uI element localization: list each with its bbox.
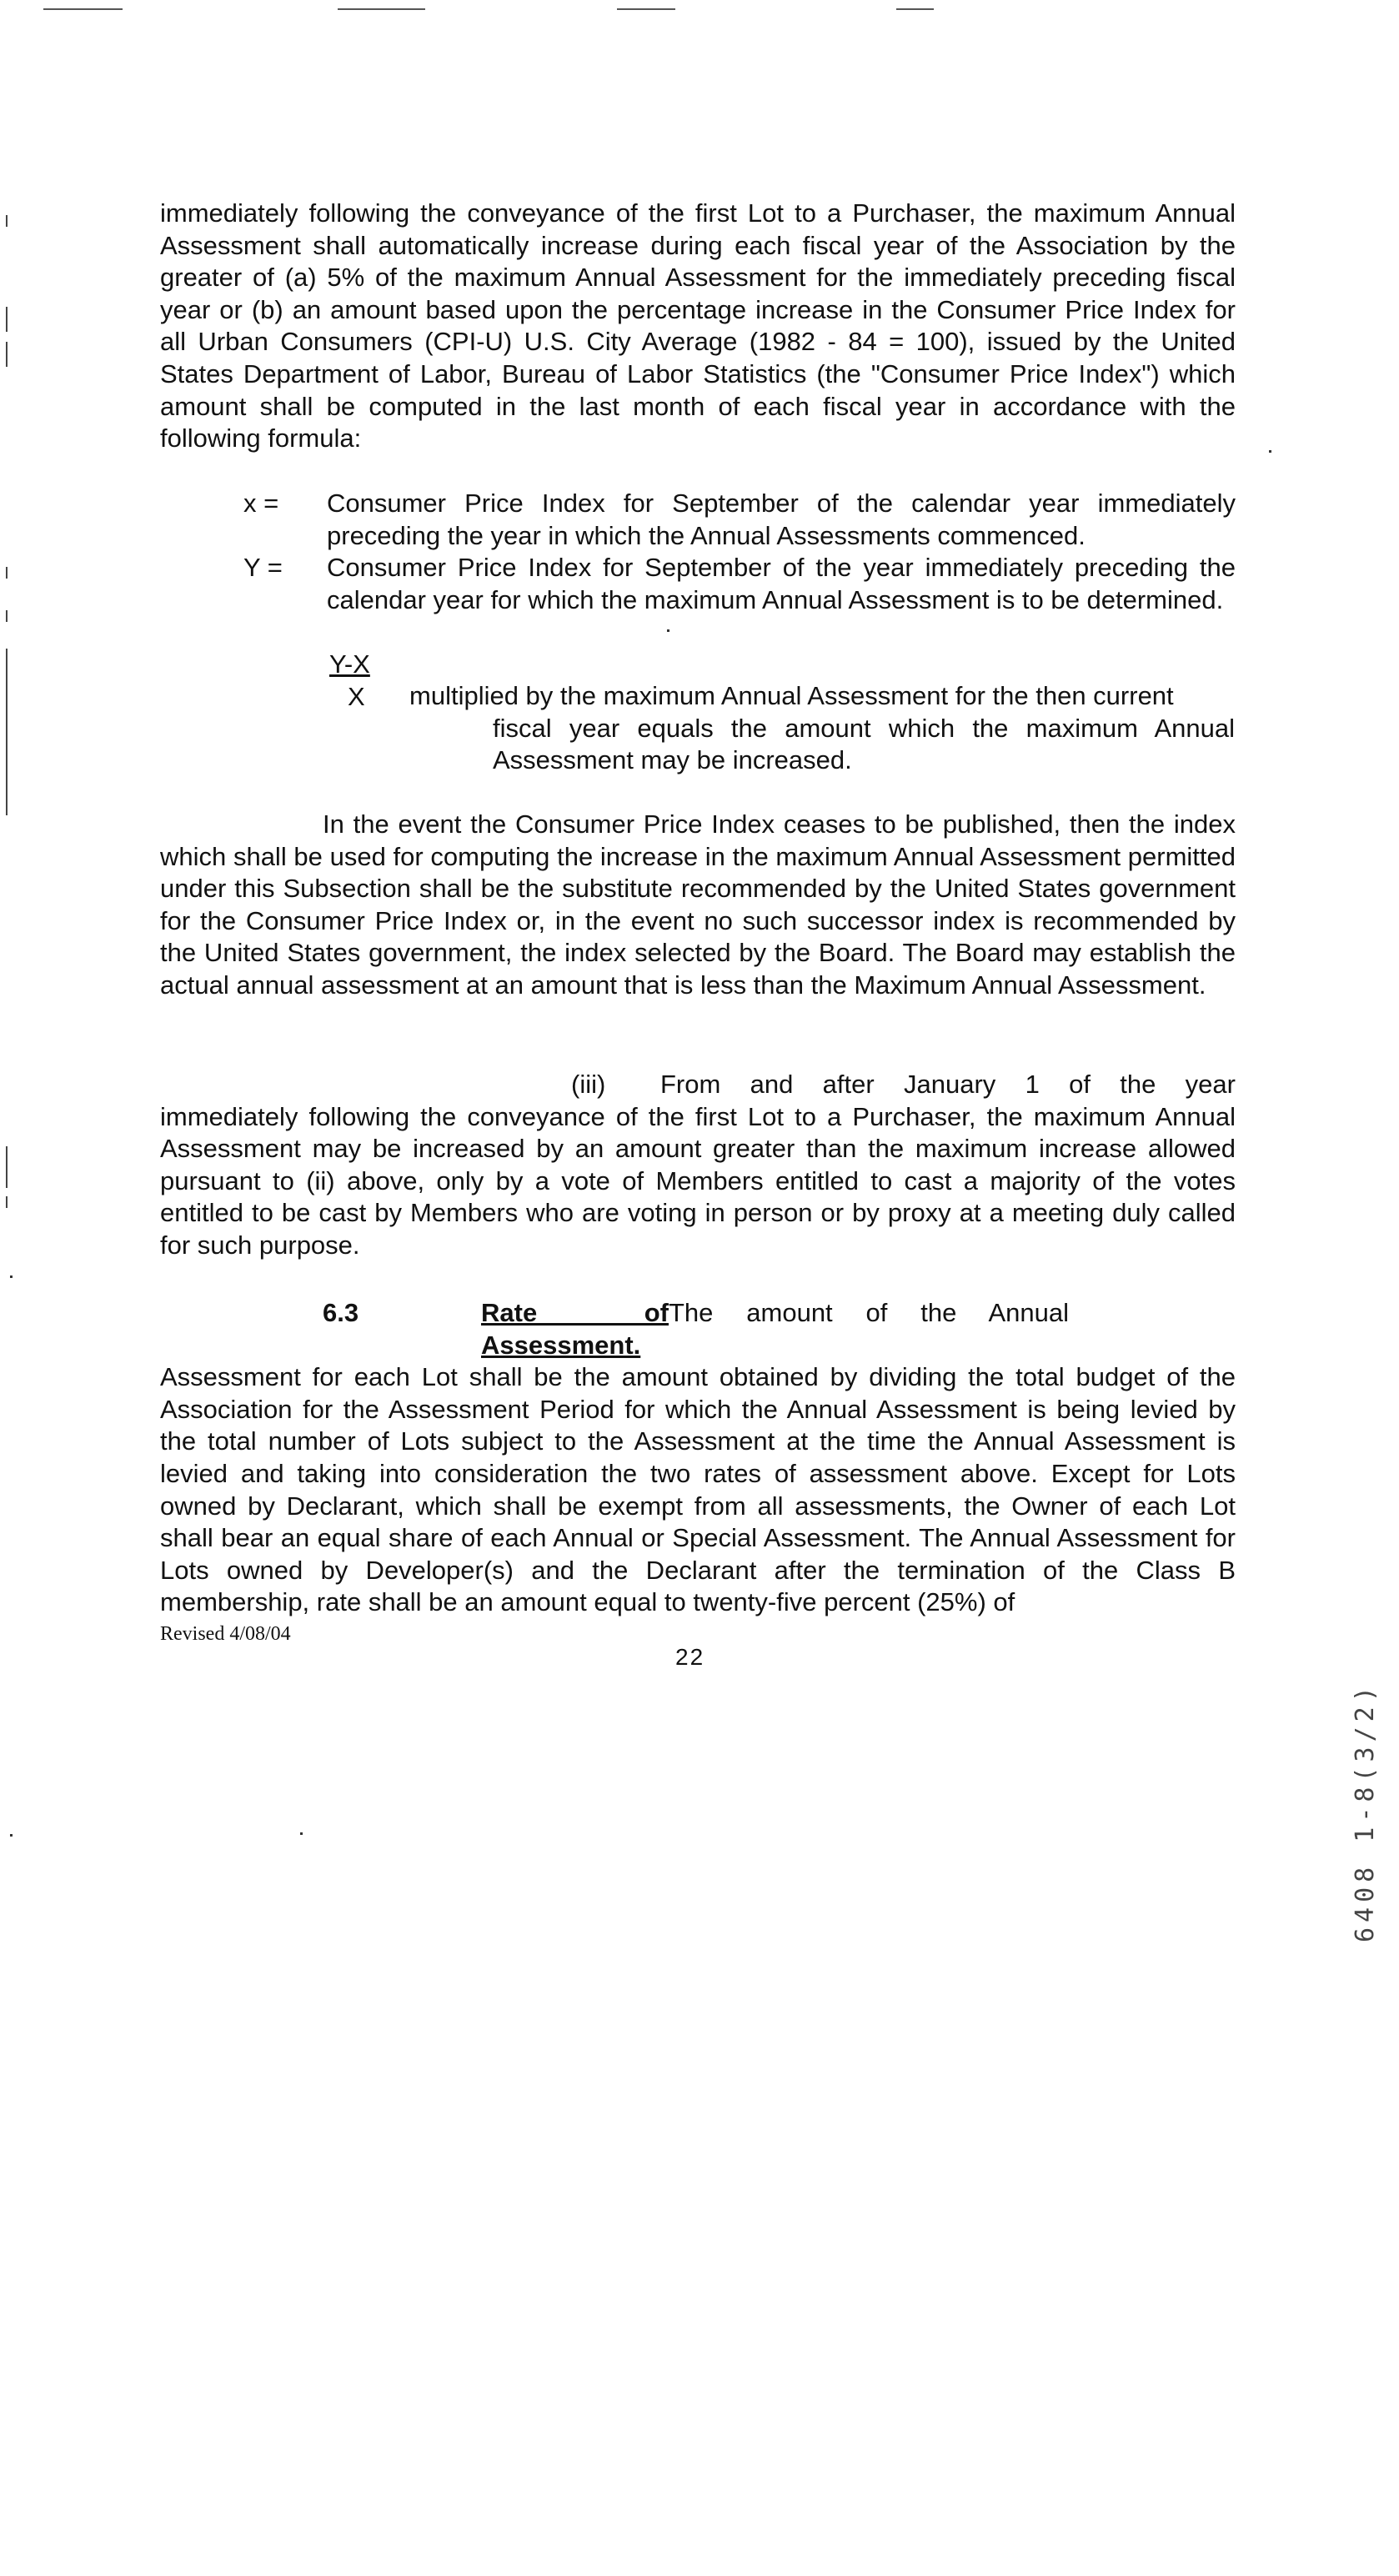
scan-edge-mark <box>6 567 8 579</box>
scan-speck <box>667 629 669 632</box>
paragraph-iii <box>160 1069 1236 1262</box>
scan-edge-mark <box>6 649 8 815</box>
scan-edge-mark <box>6 1196 8 1208</box>
scan-edge-mark <box>6 307 8 332</box>
section-number: 6.3 <box>323 1298 359 1327</box>
formula-fraction <box>329 649 370 711</box>
subsection-marker: (iii) <box>571 1070 606 1099</box>
section-first-line: The amount of the Annual <box>669 1298 1069 1327</box>
section-body: Assessment for each Lot shall be the amount obtained by dividing the total budget of the Association for the Assessment Period for which the Annual Assessment is being levied by the total number of Lots subject to the Assessment at the time the Annual Assessment is levied and taking into consideration the two rates of assessment above. Except for Lots owned by Declarant, which shall be exempt from all assessments, the Owner of each Lot shall bear an equal share of each Annual or Special Assessment. The Annual Assessment for Lots owned by Developer(s) and the Declarant after the termination of the Class B membership, rate shall be an amount equal to twenty-five percent (25%) of <box>160 1362 1236 1617</box>
formula-x-text: Consumer Price Index for September of the calendar year immediately preceding the year in which the Annual Assessments commenced. <box>327 489 1236 550</box>
paragraph-cpi-substitute: In the event the Consumer Price Index ceases to be published, then the index which shall be used for computing the increase in the maximum Annual Assessment permitted under this Subsection shall be the substitute recommended by the United States government for the Consumer Price Index or, in the event no such successor index is recommended by the United States government, the index selected by the Board. The Board may establish the actual annual assessment at an amount that is less than the Maximum Annual Assessment. <box>160 809 1236 1000</box>
scan-rule <box>617 8 675 10</box>
scan-rule <box>43 8 123 10</box>
recording-stamp-text: 6408 1-8(3/2) <box>1351 1681 1380 1942</box>
scan-edge-mark <box>6 342 8 367</box>
scan-edge-mark <box>6 610 8 622</box>
scan-edge-mark <box>6 215 8 227</box>
formula-multiplier-text <box>409 680 1235 777</box>
section-6-3 <box>160 1297 1236 1619</box>
scan-speck <box>300 1832 303 1835</box>
formula-y-label: Y = <box>243 553 283 582</box>
multiplier-first-line: multiplied by the maximum Annual Assessment for the then current <box>409 681 1174 710</box>
formula-y-text: Consumer Price Index for September of the year immediately preceding the calendar year for which the maximum Annual Assessment is to be determined. <box>327 553 1236 614</box>
paragraph-formula-intro: immediately following the conveyance of the first Lot to a Purchaser, the maximum Annual Assessment shall automatically increase during each fiscal year of the Association by the greater of (a) 5% of the maximum Annual Assessment for the immediately preceding fiscal year or (b) an amount based upon the percentage increase in the Consumer Price Index for all Urban Consumers (CPI-U) U.S. City Average (1982 - 84 = 100), issued by the United States Department of Labor, Bureau of Labor Statistics (the "Consumer Price Index") which amount shall be computed in the last month of each fiscal year in accordance with the following formula: <box>160 198 1236 454</box>
scan-speck <box>1269 450 1271 453</box>
page-number: 22 <box>675 1644 705 1670</box>
scan-speck <box>10 1834 13 1837</box>
recording-stamp <box>1351 1681 1384 2576</box>
subsection-body: immediately following the conveyance of the first Lot to a Purchaser, the maximum Annual Assessment may be increased by an amount greater than the maximum increase allowed pursuant to (ii) above, only by a vote of Members entitled to cast a majority of the votes entitled to be cast by Members who are voting in person or by proxy at a meeting duly called for such purpose. <box>160 1101 1236 1260</box>
scan-speck <box>10 1275 13 1278</box>
fraction-numerator: Y-X <box>329 649 370 679</box>
scan-rule <box>896 8 934 10</box>
scan-rule <box>338 8 425 10</box>
section-title: Rate of Assessment. <box>481 1298 669 1360</box>
formula-x-label: x = <box>243 489 279 518</box>
fraction-denominator: X <box>348 681 365 711</box>
subsection-first-line: From and after January 1 of the year <box>660 1070 1236 1099</box>
revision-date: Revised 4/08/04 <box>160 1623 291 1645</box>
multiplier-continuation: fiscal year equals the amount which the maximum Annual Assessment may be increased. <box>493 713 1235 775</box>
scan-edge-mark <box>6 1146 8 1188</box>
